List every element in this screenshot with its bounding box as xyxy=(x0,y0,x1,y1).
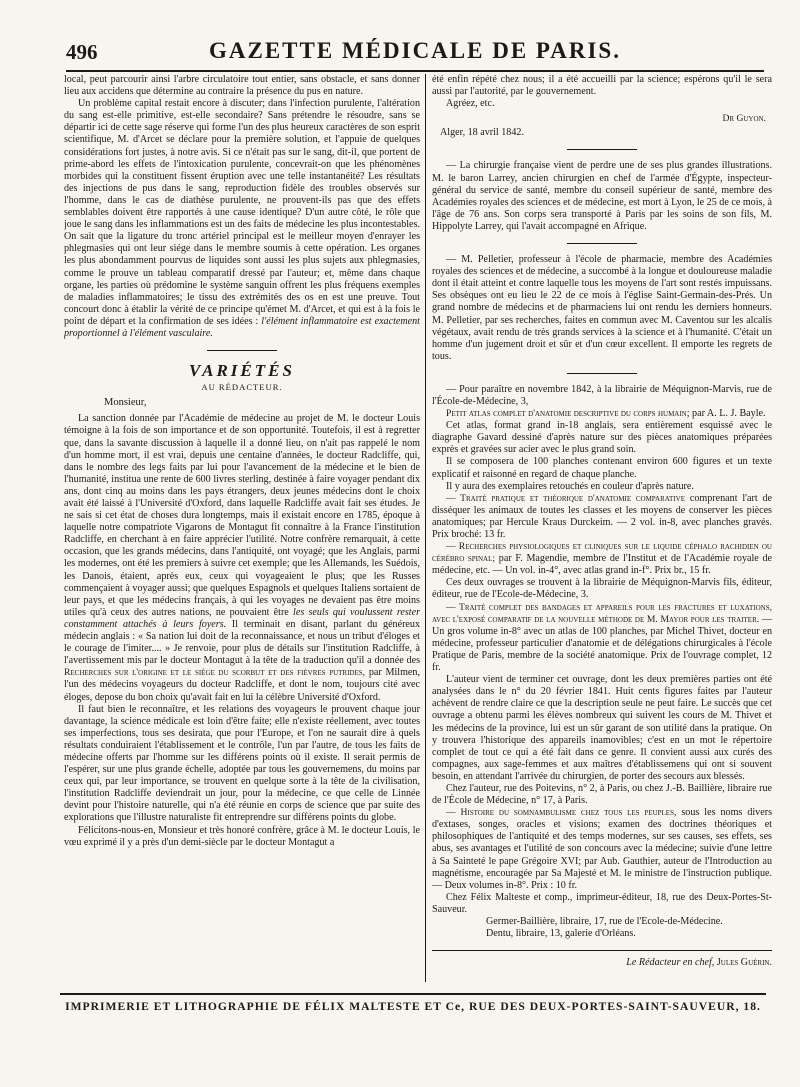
closing-rule xyxy=(432,950,772,951)
announcement-text: par F. Magendie, membre de l'Institut et de l'Académie royale de médecine, etc. — Un vol. in-4°, avec atlas grand in-f°. Prix br., 15 fr. xyxy=(432,553,772,577)
announcement-detail: Il se composera de 100 planches contenant environ 600 figures et un texte explicatif et raisonné en regard de chaque planche. xyxy=(432,456,772,480)
news-item: — M. Pelletier, professeur à l'école de pharmacie, membre des Académies royales des sciences et de médecine, a succombé à la longue et douloureuse maladie dont il était atteint et contre laquelle tous les moyens de l'art sont restés impuissans. Ses obsèques ont eu lieu le 22 de ce mois à l'église Saint-Germain-des-Prés. Un grand nombre de médecins et de pharmaciens lui ont rendu les derniers honneurs. M. Pelletier, par ses recherches, faites en commun avec M. Caventou sur les alcalis végétaux, avait rendu de très grands services à la science et à l'humanité. C'était un homme d'un jugement droit et sûr et d'un cœur excellent. Il emporte les regrets de tous. xyxy=(432,254,772,362)
page-number: 496 xyxy=(66,40,98,64)
section-divider xyxy=(207,350,277,351)
right-column xyxy=(432,74,772,982)
imprint-line: Chez Félix Malteste et comp., imprimeur-éditeur, 18, rue des Deux-Portes-St-Sauveur. xyxy=(432,891,772,915)
letter-signature: Dr Guyon. xyxy=(722,113,766,125)
article-paragraph xyxy=(64,98,420,340)
announcement-detail: Chez l'auteur, rue des Poitevins, n° 2, à Paris, ou chez J.-B. Baillière, libraire rue de l'École de Médecine, n° 17, à Paris. xyxy=(432,782,772,807)
announcement: — Pour paraître en novembre 1842, à la librairie de Méquignon-Marvis, rue de l'École-de-Médecine, 3, xyxy=(432,383,772,407)
book-title: — Histoire du somnambulisme chez tous les peuples, xyxy=(446,807,677,819)
imprint-line: Dentu, libraire, 13, galerie d'Orléans. xyxy=(486,928,636,940)
letter-salutation: Monsieur, xyxy=(104,397,147,409)
announcement-detail: Cet atlas, format grand in-18 anglais, sera entièrement esquissé avec le diagraphe Gavard dessiné d'après nature sur des pièces anatomiques préparées exprès et gravées sur acier avec le plus grand soin. xyxy=(432,420,772,456)
journal-title: GAZETTE MÉDICALE DE PARIS. xyxy=(209,38,621,63)
announcement xyxy=(432,493,772,541)
announcement xyxy=(432,602,772,675)
italic-conclusion: l'élément inflammatoire est exactement proportionnel à l'élément vasculaire. xyxy=(64,315,420,339)
announcement-title xyxy=(432,408,772,420)
book-title: Recherches sur l'origine et le siége du scorbut et des fièvres putrides, xyxy=(64,667,366,679)
paragraph-text: Il terminait en disant, parlant du généreux médecin anglais : « Sa nation lui doit de la reconnaissance, et nous un tribut d'éloges et le courage de l'imiter.... » Je renvoie, pour plus de détails sur l'institution Radcliffe, à l'avertissement mis par le docteur Montagut à la tête de la traduction qu'il a donnée des xyxy=(64,618,420,667)
announcement-detail: Ces deux ouvrages se trouvent à la librairie de Méquignon-Marvis fils, éditeur, éditeur, rue de l'Ecole-de-Médecine, 3. xyxy=(432,577,772,601)
announcement-detail: L'auteur vient de terminer cet ouvrage, dont les deux premières parties ont été analysées dans le n° du 20 février 1841. Huit cents figures faites par l'auteur achèvent de rendre claire ce que la description seule ne peut faire. Le succès que cet ouvrage a obtenu parmi les élèves nombreux qui suivent les cours de M. Thivet et les médecins de la province, lui est un sûr garant de son utilité dans la pratique. On y trouvera l'historique des appareils inamovibles; c'est en un mot le répertoire complet de tout ce qui a été fait dans ce genre. Il convient aussi aux curés des compagnes, aux sage-femmes et aux maîtres d'établissemens qui ont si souvent besoin, en attendant l'arrivée du chirurgien, de porter des secours aux blessés. xyxy=(432,674,772,782)
printer-footer: IMPRIMERIE ET LITHOGRAPHIE DE FÉLIX MALTESTE ET Ce, RUE DES DEUX-PORTES-SAINT-SAUVEUR, 18. xyxy=(65,1000,761,1013)
news-item: — La chirurgie française vient de perdre une de ses plus grandes illustrations. M. le baron Larrey, ancien chirurgien en chef de l'armée d'Égypte, inspecteur-général du service de santé, membre du conseil supérieur de santé, membre des Académies royales des sciences et de médecine, est mort à Lyon, le 25 de ce mois, à l'âge de 76 ans. Son corps sera transporté à Paris par les soins de son fils, M. Hippolyte Larrey, qui l'avait accompagné en Afrique. xyxy=(432,160,772,232)
announcement xyxy=(432,807,772,892)
announcement xyxy=(432,541,772,577)
footer-rule xyxy=(60,993,766,995)
column-rule xyxy=(425,74,426,982)
section-divider xyxy=(567,373,637,374)
announcement-text: — Un gros volume in-8° avec un atlas de 100 planches, par Michel Thivet, docteur en médecine, professeur particulier d'anatomie et de délégations chirurgicales à l'école Pratique de Paris, membre de la société anatomique. Prix de l'ouvrage complet, 12 fr. xyxy=(432,613,772,674)
book-author: ; par A. L. J. Bayle. xyxy=(686,408,766,420)
section-title: VARIÉTÉS xyxy=(189,361,295,381)
paragraph-text: par Milmen, l'un des médecins voyageurs du docteur Radcliffe, et dont le nom, toujours cité avec éloges, depose du bon choix qu'avait fait en lui la célèbre Université d'Oxford. xyxy=(64,667,420,703)
book-title: — Recherches physiologiques et cliniques sur le liquide céphalo rachidien ou cérébro spinal; xyxy=(432,541,772,565)
letter-paragraph: Félicitons-nous-en, Monsieur et très honoré confrère, grâce à M. le docteur Louis, le vœu exprimé il y a près d'un demi-siècle par le docteur Montagut a xyxy=(64,824,420,848)
letter-closing: Agréez, etc. xyxy=(446,98,495,110)
paragraph-text: La sanction donnée par l'Académie de médecine au projet de M. le docteur Louis témoigne à la fois de son importance et de son opportunité. Toutefois, il est à regretter que, dans la savante discussion à laquelle il a donné lieu, on n'ait pas rappelé le nom d'un homme mort, il est vrai, depuis une centaine d'années, le docteur Radcliffe, qui, dans le nombre des legs faits par lui pour l'avancement de la médecine et le bien de l'humanité, institua une rente de 600 livres sterling, destinée à faire voyager pendant dix ans, dont cinq au moins dans les pays étrangers, deux jeunes médecins dont le choix avait été laissé à l'Université d'Oxford, dans laquelle Radcliffe avait fait ses études. Je ne sais si cet état de choses dura longtemps, mais il existait encore en 1785, époque à laquelle notre compatriote Vigarons de Montagut fit connaître à la France l'institution Radcliffe, en cherchant à en faire apprécier l'utilité. Notre confrère remarquait, à cette occasion, que les grands médecins, dans l'antiquité, ont voyagé; que les Anglais, parmi les modernes, ont été les premiers à suivre cet exemple; que les Allemands, les Suédois, les Danois, étaient, après eux, ceux qui voyageaient le plus; que les Russes commençaient à voyager aussi; que quelques Espagnols et quelques Italiens sortaient de leur pays, et que les médecins français, à qui les voyages ne devaient pas être moins utiles qu'à ceux des autres nations, ne pouvaient être xyxy=(64,413,420,618)
section-subtitle: AU RÉDACTEUR. xyxy=(201,382,283,393)
letter-date: Alger, 18 avril 1842. xyxy=(440,127,524,139)
editor-label: Le Rédacteur en chef, xyxy=(626,957,715,969)
book-title: — Traité complet des bandages et appareils pour les fractures et luxations, avec l'exposé comparatif de la nouvelle méthode de M. Mayor pour les traiter. xyxy=(432,601,772,625)
italic-quote: les seuls qui voulussent rester constamment attachés à leurs foyers. xyxy=(64,606,420,630)
announcement-text: sous les noms divers d'extases, songes, oracles et visions; examen des doctrines théoriques et philosophiques de l'antiquité et des temps modernes, sur ses causes, ses effets, ses abus, ses avantages et l'utilité de son concours avec la médecine; suivie d'une lettre à Sa Sainteté le pape Grégoire XVI; par Aub. Gauthier, auteur de l'Introduction au magnétisme, encouragée par Sa Majesté et M. le ministre de l'instruction publique. — Deux volumes in-8°. Prix : 10 fr. xyxy=(432,807,772,891)
section-divider xyxy=(567,243,637,244)
left-column xyxy=(64,74,420,982)
editor-signature xyxy=(432,957,772,969)
imprint-line: Germer-Baillière, libraire, 17, rue de l'Ecole-de-Médecine. xyxy=(486,916,723,927)
announcement-detail: Il y aura des exemplaires retouchés en couleur d'après nature. xyxy=(446,480,694,492)
paragraph-text: Un problème capital restait encore à discuter; dans l'infection purulente, l'altération du sang est-elle primitive, est-elle secondaire? Sans prétendre le résoudre, sans se départir ici de cette sage réserve qui forme l'un des plus heureux caractères de son esprit scientifique, M. d'Arcet se déclare pour la première solution, et l'appuie de quelques considérations fort justes, à notre avis. Si ce n'était pas sur le sang, dit-il, que portent de prime-abord les effets de l'intoxication purulente, concevrait-on que les phénomènes morbides qui la constituent fissent éruption avec une telle instantanéité? Les résultats des injections de pus dans le sang, reproduction fidèle des troubles observés sur l'homme, dans le cas de diathèse purulente, ne prouvent-ils pas que des effets semblables doivent être rapportés à une cause identique? D'un autre côté, le rôle que joue le sang dans les inflammations est un des faits de médecine les plus incontestables. On sait que la ligature du tronc artériel principal est le meilleur moyen d'enrayer les phlegmasies qui ont leur siége dans le membre soumis à cette opération. Les organes les plus abondamment pourvus de liquides sont aussi les plus sujets aux phlegmasies, comme le prouve un tableau comparatif dressé par l'auteur; et, même dans chaque organe, les parties où prédomine le système sanguin offrent les plus fréquens exemples de maladies inflammatoires; le tissu des extrémités des os en est une preuve. Tout concourt donc à établir la vérité de ce principe qu'émet M. d'Arcet, et qui est à la fois le point de départ et la confirmation de ses idées : xyxy=(64,98,420,327)
section-divider xyxy=(567,149,637,150)
book-title: Petit atlas complet d'anatomie descriptive du corps humain xyxy=(446,408,687,420)
article-paragraph: local, peut parcourir ainsi l'arbre circulatoire tout entier, sans obstacle, et sans donner lieu aux accidens que détermine au contraire la présence du pus en nature. xyxy=(64,74,420,98)
editor-name: Jules Guérin. xyxy=(716,957,772,969)
page-header xyxy=(66,36,764,72)
letter-paragraph: été enfin répété chez nous; il a été accueilli par la science; espérons qu'il le sera aussi par l'autorité, par le gouvernement. xyxy=(432,74,772,98)
letter-paragraph: Il faut bien le reconnaître, et les relations des voyageurs le prouvent chaque jour davantage, la science médicale est loin d'être faite; elle n'existe réellement, avec toutes ses imperfections, tous ses desirata, que pour l'Europe, et l'on ne saurait dire à quels résultats conduiraient l'établissement et le contrôle, l'un par l'autre, de tous les faits de médecine offerts par l'homme sur les différens points où il existe. Il serait permis de l'espérer, sur une plus grande échelle, adoptée par tous les gouvernemens, du moins par ceux qui, par leur importance, se trouvent en quelque sorte à la tête de la civilisation, l'institution Radcliffe deviendrait un jour, pour la médecine, ce que celle de Linnée devint pour l'histoire naturelle, qui n'a été réunie en corps de science que par suite des explorations que l'illustre naturaliste fit entreprendre sur différens points du globe. xyxy=(64,703,420,824)
book-title: — Traité pratique et théorique d'anatomie comparative xyxy=(446,492,685,504)
letter-paragraph xyxy=(64,413,420,703)
announcement-text: comprenant l'art de disséquer les animaux de toutes les classes et les moyens de conserver les pièces anatomiques; par Hercule Kraus Durckeim. — 2 vol. in-8, avec planches gravés. Prix broché: 13 fr. xyxy=(432,492,772,540)
